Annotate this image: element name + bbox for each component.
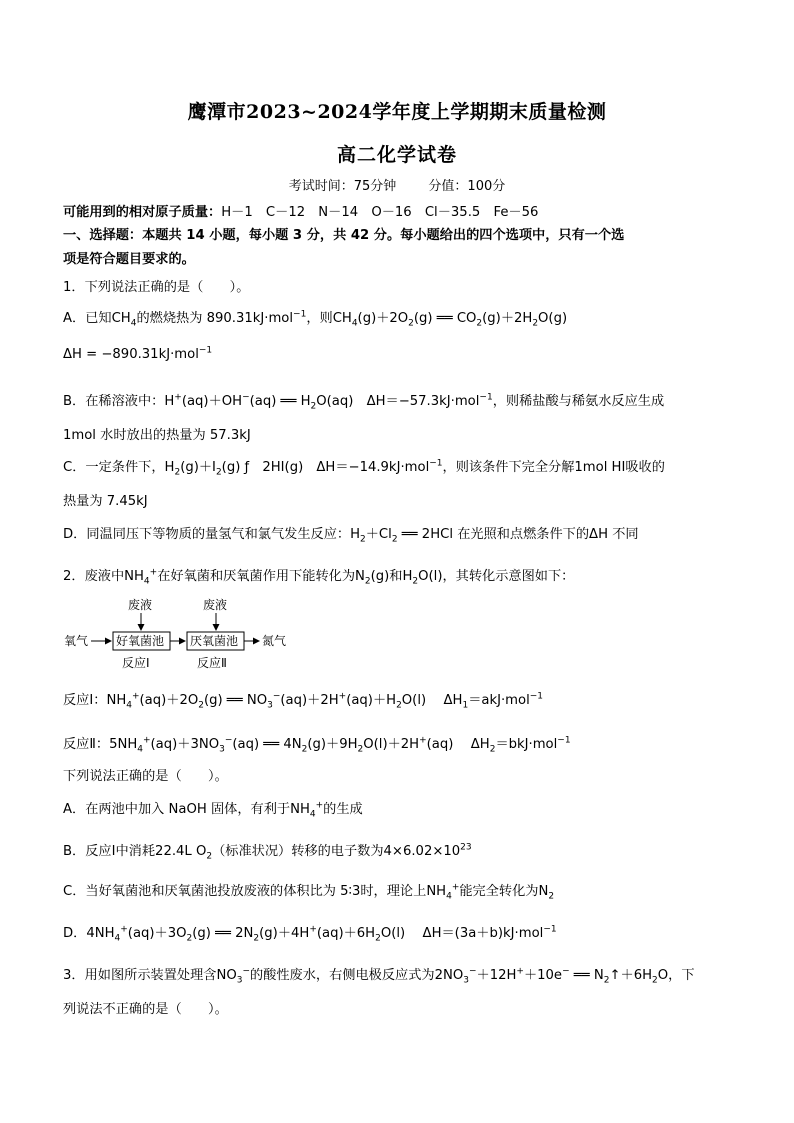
q1-a-suffix: ，则 [306,311,333,326]
exam-score: 分值：100分 [428,179,506,194]
diagram-oxygen-label: 氧气 [64,634,89,648]
q3-prefix: 3．用如图所示装置处理含 [63,968,217,983]
q1-option-a: A．已知$CH_4$的燃烧热为 890.31kJ·mol$^{-1}$，则$CH_4(g)+2O_2(g)$ ══ $CO_2(g)+2H_2O(g)$ [63,309,568,329]
exam-title: 鹰潭市2023~2024学年度上学期期末质量检测 [187,101,607,123]
q2-option-c: C．当好氧菌池和厌氧菌池投放废液的体积比为 5∶3时，理论上$NH_4^+$能完全转化为$N_2$ [63,882,555,902]
diagram-waste-label-2: 废液 [203,598,228,612]
diagram-nitrogen-label: 氮气 [262,634,287,648]
diagram-waste-label-1: 废液 [128,598,153,612]
q2-option-a: A．在两池中加入 NaOH 固体，有利于$NH_4^+$的生成 [63,800,363,820]
q1-option-c-line2: 热量为 7.45kJ [63,494,148,509]
section-heading-line2: 项是符合题目要求的。 [63,252,195,267]
diagram-aerobic-label: 好氧菌池 [116,634,165,648]
q1-stem: 1．下列说法正确的是（ ）。 [63,280,250,295]
q1-option-d: D．同温同压下等物质的量氢气和氯气发生反应：$H_2+Cl_2$ ══ 2HCl 在光照和点燃条件下的ΔH 不同 [63,527,639,545]
q2-c-suffix: 能完全转化为 [459,884,539,899]
diagram-reaction1-label: 反应Ⅰ [122,656,150,670]
atomic-mass-label: 可能用到的相对原子质量： [63,205,222,220]
q2-r2-label: 反应Ⅱ： [63,737,110,752]
exam-meta [0,175,794,194]
q1-d-prefix: D．同温同压下等物质的量氢气和氯气发生反应： [63,527,351,542]
q2-stem-and: 和 [389,569,403,584]
q2-d-label: D． [63,926,87,941]
diagram-anaerobic-label: 厌氧菌池 [190,634,239,648]
q1-option-b: B．在稀溶液中：H+(aq)＋OH−(aq) ══ $H_2O(aq)$ ΔH＝−57.3kJ·mol$^{-1}$，则稀盐酸与稀氨水反应生成 [63,392,665,412]
atomic-mass-line [63,201,734,220]
q3-suffix: ，下 [668,968,695,983]
q2-stem: 2．废液中$NH_4^+$在好氧菌和厌氧菌作用下能转化为$N_2(g)$和$H_2O(l)$，其转化示意图如下： [63,567,575,587]
q1-c-prefix: C．一定条件下， [63,460,165,475]
q3-stem-line1: 3．用如图所示装置处理含$NO_3^-$的酸性废水，右侧电极反应式为$2NO_3^-+12H^++10e^-$ ══ $N_2↑+6H_2O$，下 [63,966,695,986]
q2-a-suffix: 的生成 [323,802,363,817]
q1-d-suffix: 在光照和点燃条件下的ΔH 不同 [457,527,639,542]
section-heading-line1: 一、选择题：本题共 14 小题，每小题 3 分，共 42 分。每小题给出的四个选项中，只有一个选 [63,228,625,243]
q1-a-dh: ΔH = −890.31kJ·mol [63,347,199,362]
q2-r1-label: 反应Ⅰ： [63,693,107,708]
conversion-diagram [60,596,300,676]
q2-reaction-2: 反应Ⅱ：$5NH_4^+(aq)+3NO_3^-(aq)$ ══ $4N_2(g)+9H_2O(l)+2H^+(aq)$ $\Delta H_2=bkJ\cdot mol^{-1}$ [63,735,571,755]
q2-stem-middle: 在好氧菌和厌氧菌作用下能转化为 [157,569,356,584]
q1-option-c: C．一定条件下，$H_2(g)+I_2(g)$ ƒ 2HI(g) ΔH＝−14.9kJ·mol$^{-1}$，则该条件下完全分解1mol HI吸收的 [63,458,665,478]
q2-b-prefix: B．反应Ⅰ中消耗22.4L [63,844,192,859]
q1-b-suffix: ，则稀盐酸与稀氨水反应生成 [492,394,665,409]
q2-a-prefix: A．在两池中加入 NaOH 固体，有利于 [63,802,291,817]
q2-reaction-1: 反应Ⅰ：$NH_4^+(aq)+2O_2(g)$ ══ $NO_3^-(aq)+2H^+(aq)+H_2O(l)$ $\Delta H_1=akJ\cdot mol^{-1}$ [63,691,544,711]
q1-b-prefix: B．在稀溶液中： [63,394,165,409]
q3-middle: 的酸性废水，右侧电极反应式为 [249,968,435,983]
exam-subtitle: 高二化学试卷 [336,144,457,166]
diagram-reaction2-label: 反应Ⅱ [197,656,227,670]
q1-a-prefix: A．已知 [63,311,112,326]
q3-stem-line2: 列说法不正确的是（ ）。 [63,1002,228,1017]
q2-option-d: D．$4NH_4^+(aq)+3O_2(g)$ ══ $2N_2(g)+4H^+(aq)+6H_2O(l)$ ΔH＝(3a＋b)kJ·mol$^{-1}$ [63,924,557,944]
q2-ask: 下列说法正确的是（ ）。 [63,769,228,784]
q2-c-prefix: C．当好氧菌池和厌氧菌池投放废液的体积比为 5∶3时，理论上 [63,884,427,899]
q2-option-b: B．反应Ⅰ中消耗22.4L $O_2$（标准状况）转移的电子数为$4\times 6.02\times 10^{23}$ [63,842,472,862]
q2-stem-prefix: 2．废液中 [63,569,125,584]
q2-b-middle: （标准状况）转移的电子数为4×6.02×10 [212,844,461,859]
q1-c-suffix: ，则该条件下完全分解1mol HI吸收的 [442,460,665,475]
q2-stem-suffix: ，其转化示意图如下： [442,569,575,584]
atomic-mass-values: H－1 C－12 N－14 O－16 Cl－35.5 Fe－56 [221,205,539,220]
q1-option-a-enthalpy: ΔH = −890.31kJ·mol$^{-1}$ [63,345,213,362]
q1-option-b-line2: 1mol 水时放出的热量为 57.3kJ [63,428,251,443]
exam-time: 考试时间：75分钟 [288,179,397,194]
q1-a-middle: 的燃烧热为 890.31kJ·mol [136,311,294,326]
